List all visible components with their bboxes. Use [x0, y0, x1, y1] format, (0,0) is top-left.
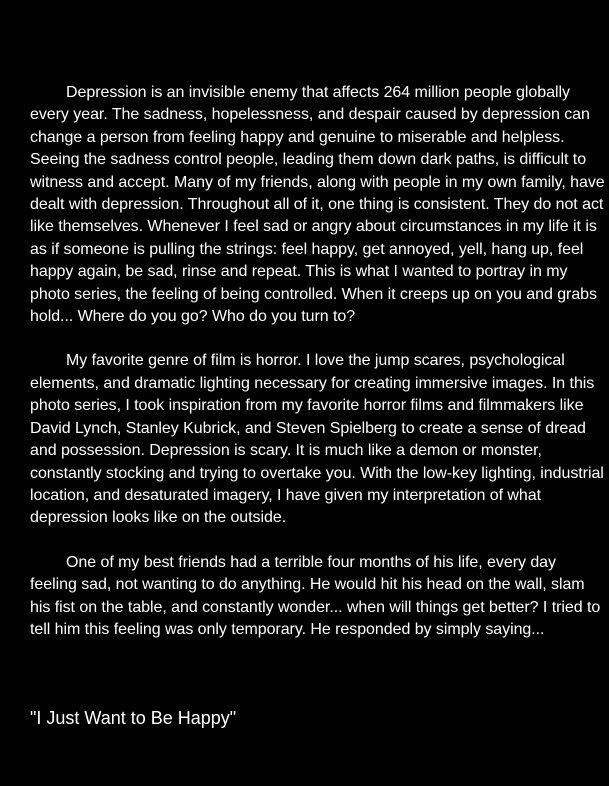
paragraph-horror-inspiration: My favorite genre of film is horror. I love the jump scares, psychological elements, and dramatic lighting necessary for creating immersive images. In this photo series, I took inspiration from my favorite horror films and filmmakers like David Lynch, Stanley Kubrick, and Steven Spielberg to create a sense of dread and possession. Depression is scary. It is much like a demon or monster, constantly stocking and trying to overtake you. With the low-key lighting, industrial location, and desaturated imagery, I have given my interpretation of what depression looks like on the outside.	[30, 352, 604, 527]
paragraph-friend-story: One of my best friends had a terrible four months of his life, every day feeling sad, not wanting to do anything. He would hit his head on the wall, slam his fist on the table, and constantly wonder... when will things get better? I tried to tell him this feeling was only temporary. He responded by simply saying...	[30, 553, 601, 638]
closing-quote: "I Just Want to Be Happy"	[30, 708, 237, 728]
essay-body	[30, 82, 605, 641]
paragraph-intro: Depression is an invisible enemy that affects 264 million people globally every year. The sadness, hopelessness, and despair caused by depression can change a person from feeling happy and genuine to miserable and helpless. Seeing the sadness control people, leading them down dark paths, is difficult to witness and accept. Many of my friends, along with people in my own family, have dealt with depression. Throughout all of it, one thing is consistent. They do not act like themselves. Whenever I feel sad or angry about circumstances in my life it is as if someone is pulling the strings: feel happy, get annoyed, yell, hang up, feel happy again, be sad, rinse and repeat. This is what I wanted to portray in my photo series, the feeling of being controlled. When it creeps up on you and grabs hold... Where do you go? Who do you turn to?	[30, 84, 605, 326]
